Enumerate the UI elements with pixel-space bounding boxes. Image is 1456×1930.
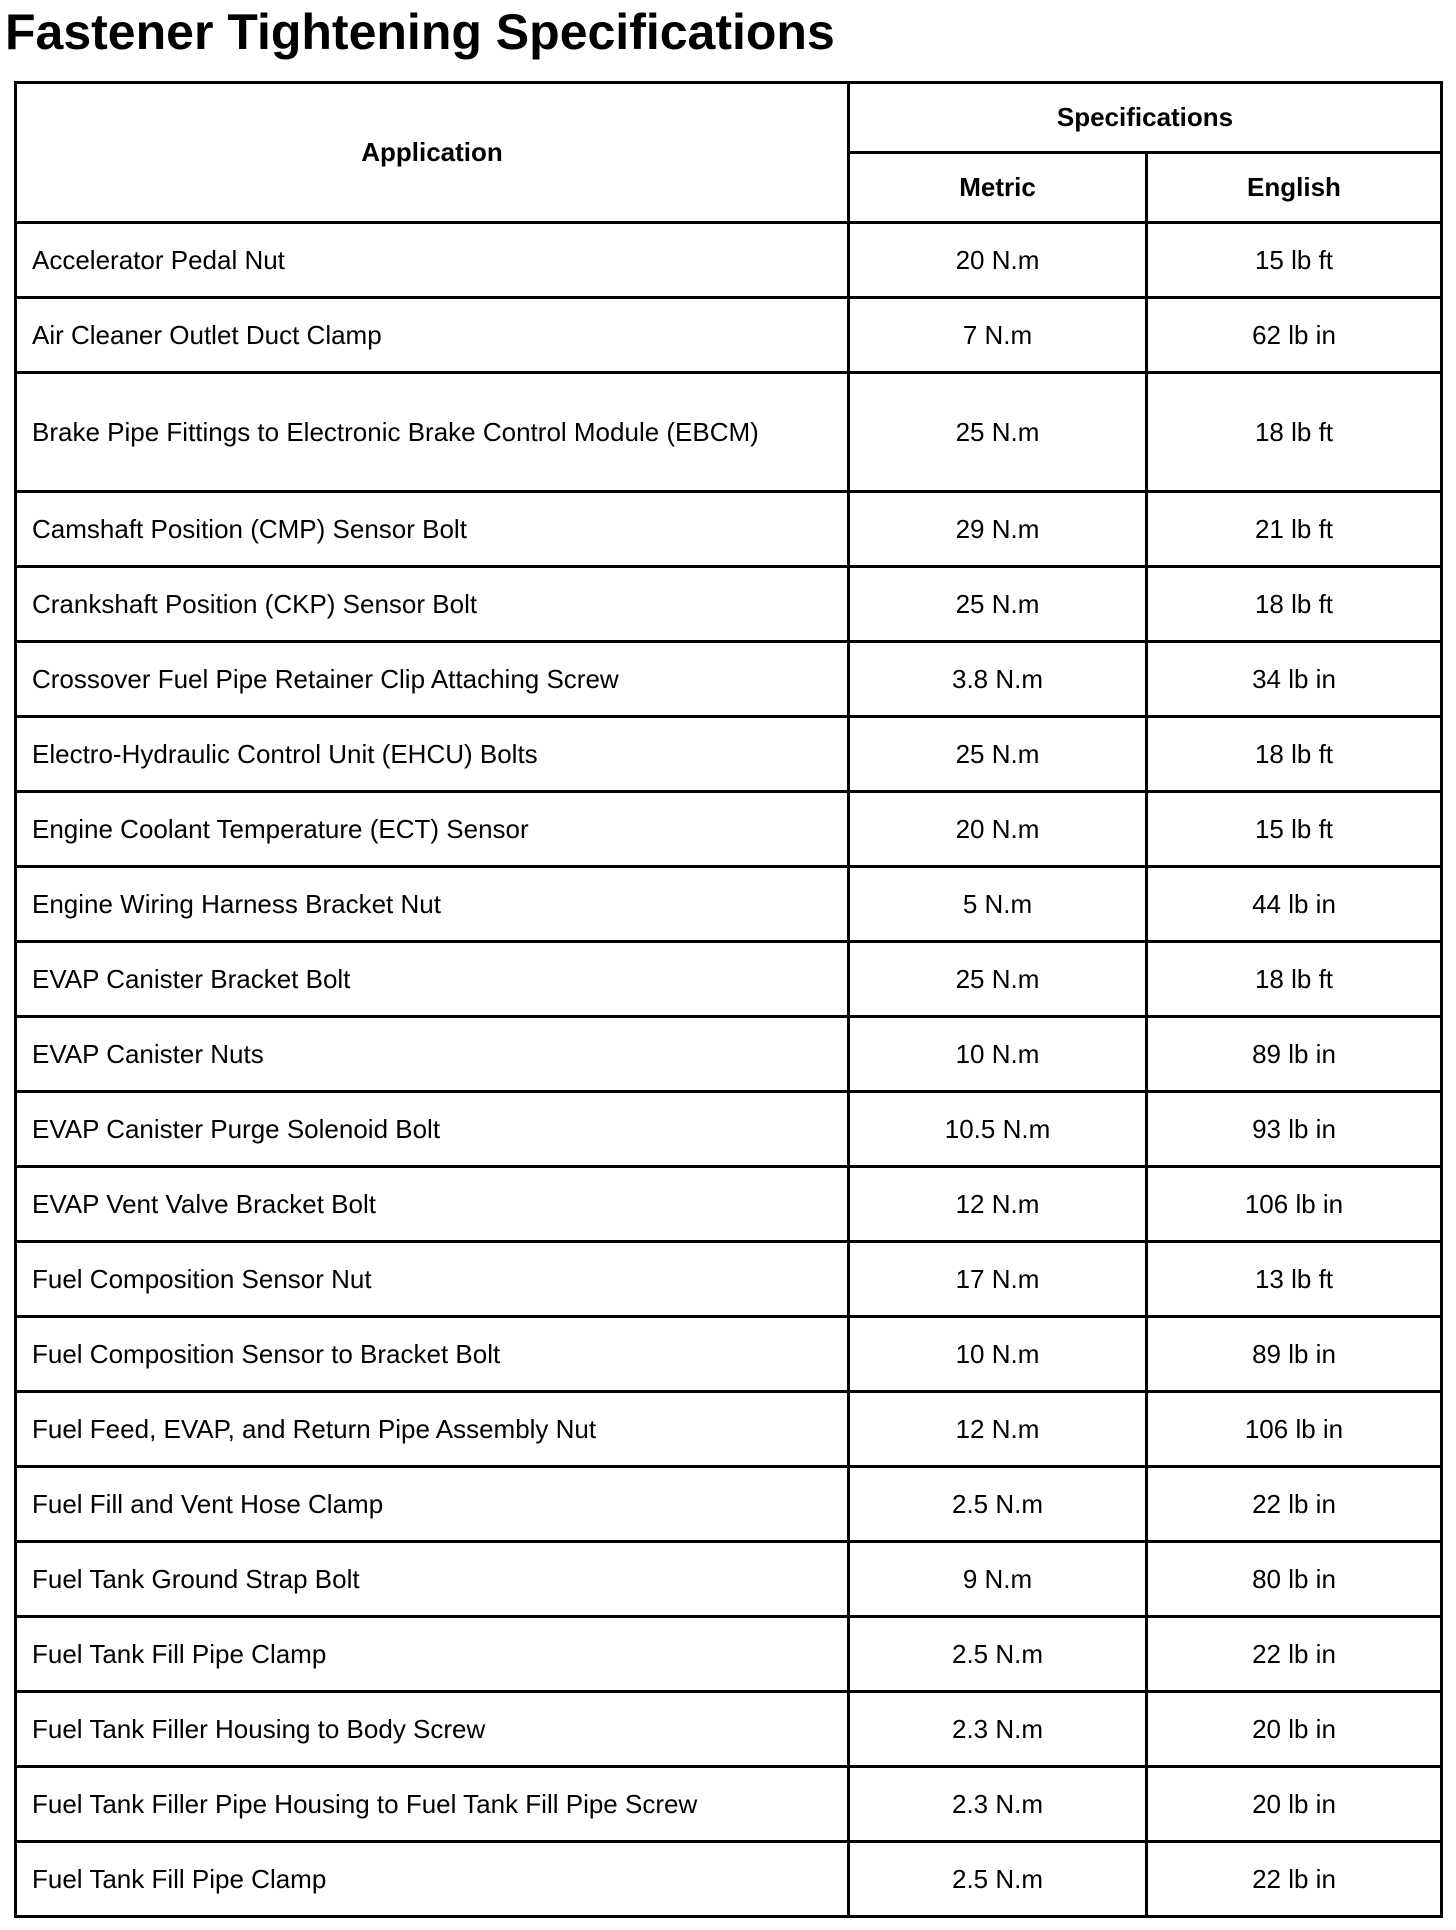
table-row (16, 1167, 1442, 1242)
metric-cell: 2.5 N.m (849, 1467, 1147, 1542)
english-cell: 18 lb ft (1147, 717, 1442, 792)
table-body (16, 223, 1442, 1917)
metric-cell: 3.8 N.m (849, 642, 1147, 717)
metric-cell: 25 N.m (849, 567, 1147, 642)
application-cell: Fuel Tank Filler Pipe Housing to Fuel Tank Fill Pipe Screw (16, 1767, 849, 1842)
column-header-metric: Metric (849, 153, 1147, 223)
table-row (16, 492, 1442, 567)
english-cell: 13 lb ft (1147, 1242, 1442, 1317)
column-header-english: English (1147, 153, 1442, 223)
english-cell: 20 lb in (1147, 1692, 1442, 1767)
english-cell: 22 lb in (1147, 1842, 1442, 1917)
application-cell: Electro-Hydraulic Control Unit (EHCU) Bolts (16, 717, 849, 792)
application-cell: Fuel Tank Ground Strap Bolt (16, 1542, 849, 1617)
application-cell: EVAP Canister Nuts (16, 1017, 849, 1092)
application-cell: Fuel Tank Fill Pipe Clamp (16, 1842, 849, 1917)
metric-cell: 20 N.m (849, 223, 1147, 298)
column-header-application: Application (16, 83, 849, 223)
application-cell: Fuel Fill and Vent Hose Clamp (16, 1467, 849, 1542)
application-cell: Fuel Tank Fill Pipe Clamp (16, 1617, 849, 1692)
english-cell: 18 lb ft (1147, 942, 1442, 1017)
application-cell: Engine Wiring Harness Bracket Nut (16, 867, 849, 942)
metric-cell: 10 N.m (849, 1017, 1147, 1092)
english-cell: 15 lb ft (1147, 792, 1442, 867)
table-row (16, 867, 1442, 942)
table-row (16, 942, 1442, 1017)
english-cell: 22 lb in (1147, 1617, 1442, 1692)
table-row (16, 717, 1442, 792)
application-cell: Fuel Tank Filler Housing to Body Screw (16, 1692, 849, 1767)
application-cell: Engine Coolant Temperature (ECT) Sensor (16, 792, 849, 867)
metric-cell: 2.5 N.m (849, 1617, 1147, 1692)
table-row (16, 1692, 1442, 1767)
metric-cell: 10 N.m (849, 1317, 1147, 1392)
application-cell: Accelerator Pedal Nut (16, 223, 849, 298)
table-row (16, 1767, 1442, 1842)
table-row (16, 1542, 1442, 1617)
table-row (16, 1467, 1442, 1542)
english-cell: 20 lb in (1147, 1767, 1442, 1842)
table-row (16, 1317, 1442, 1392)
english-cell: 15 lb ft (1147, 223, 1442, 298)
metric-cell: 10.5 N.m (849, 1092, 1147, 1167)
table-row (16, 1617, 1442, 1692)
metric-cell: 5 N.m (849, 867, 1147, 942)
metric-cell: 2.5 N.m (849, 1842, 1147, 1917)
metric-cell: 25 N.m (849, 717, 1147, 792)
metric-cell: 25 N.m (849, 942, 1147, 1017)
application-cell: Air Cleaner Outlet Duct Clamp (16, 298, 849, 373)
english-cell: 93 lb in (1147, 1092, 1442, 1167)
table-row (16, 1092, 1442, 1167)
application-cell: EVAP Vent Valve Bracket Bolt (16, 1167, 849, 1242)
application-cell: Camshaft Position (CMP) Sensor Bolt (16, 492, 849, 567)
metric-cell: 25 N.m (849, 373, 1147, 492)
table-row (16, 642, 1442, 717)
application-cell: Crankshaft Position (CKP) Sensor Bolt (16, 567, 849, 642)
metric-cell: 9 N.m (849, 1542, 1147, 1617)
specifications-table (14, 81, 1443, 1918)
english-cell: 22 lb in (1147, 1467, 1442, 1542)
english-cell: 106 lb in (1147, 1167, 1442, 1242)
english-cell: 106 lb in (1147, 1392, 1442, 1467)
metric-cell: 12 N.m (849, 1167, 1147, 1242)
english-cell: 21 lb ft (1147, 492, 1442, 567)
english-cell: 44 lb in (1147, 867, 1442, 942)
english-cell: 18 lb ft (1147, 373, 1442, 492)
metric-cell: 17 N.m (849, 1242, 1147, 1317)
english-cell: 89 lb in (1147, 1317, 1442, 1392)
application-cell: Brake Pipe Fittings to Electronic Brake Control Module (EBCM) (16, 373, 849, 492)
table-row (16, 1242, 1442, 1317)
table-row (16, 373, 1442, 492)
table-row (16, 1392, 1442, 1467)
application-cell: EVAP Canister Bracket Bolt (16, 942, 849, 1017)
application-cell: Fuel Composition Sensor Nut (16, 1242, 849, 1317)
metric-cell: 7 N.m (849, 298, 1147, 373)
table-row (16, 1842, 1442, 1917)
metric-cell: 20 N.m (849, 792, 1147, 867)
english-cell: 34 lb in (1147, 642, 1442, 717)
header-row-top (16, 83, 1442, 153)
table-row (16, 1017, 1442, 1092)
english-cell: 18 lb ft (1147, 567, 1442, 642)
english-cell: 80 lb in (1147, 1542, 1442, 1617)
table-row (16, 792, 1442, 867)
application-cell: Fuel Feed, EVAP, and Return Pipe Assembly Nut (16, 1392, 849, 1467)
page-title: Fastener Tightening Specifications (5, 4, 835, 60)
table-row (16, 567, 1442, 642)
english-cell: 89 lb in (1147, 1017, 1442, 1092)
application-cell: EVAP Canister Purge Solenoid Bolt (16, 1092, 849, 1167)
english-cell: 62 lb in (1147, 298, 1442, 373)
table-row (16, 223, 1442, 298)
column-header-specifications: Specifications (849, 83, 1442, 153)
metric-cell: 2.3 N.m (849, 1692, 1147, 1767)
metric-cell: 2.3 N.m (849, 1767, 1147, 1842)
application-cell: Crossover Fuel Pipe Retainer Clip Attaching Screw (16, 642, 849, 717)
table-header (16, 83, 1442, 223)
metric-cell: 29 N.m (849, 492, 1147, 567)
application-cell: Fuel Composition Sensor to Bracket Bolt (16, 1317, 849, 1392)
table-row (16, 298, 1442, 373)
metric-cell: 12 N.m (849, 1392, 1147, 1467)
